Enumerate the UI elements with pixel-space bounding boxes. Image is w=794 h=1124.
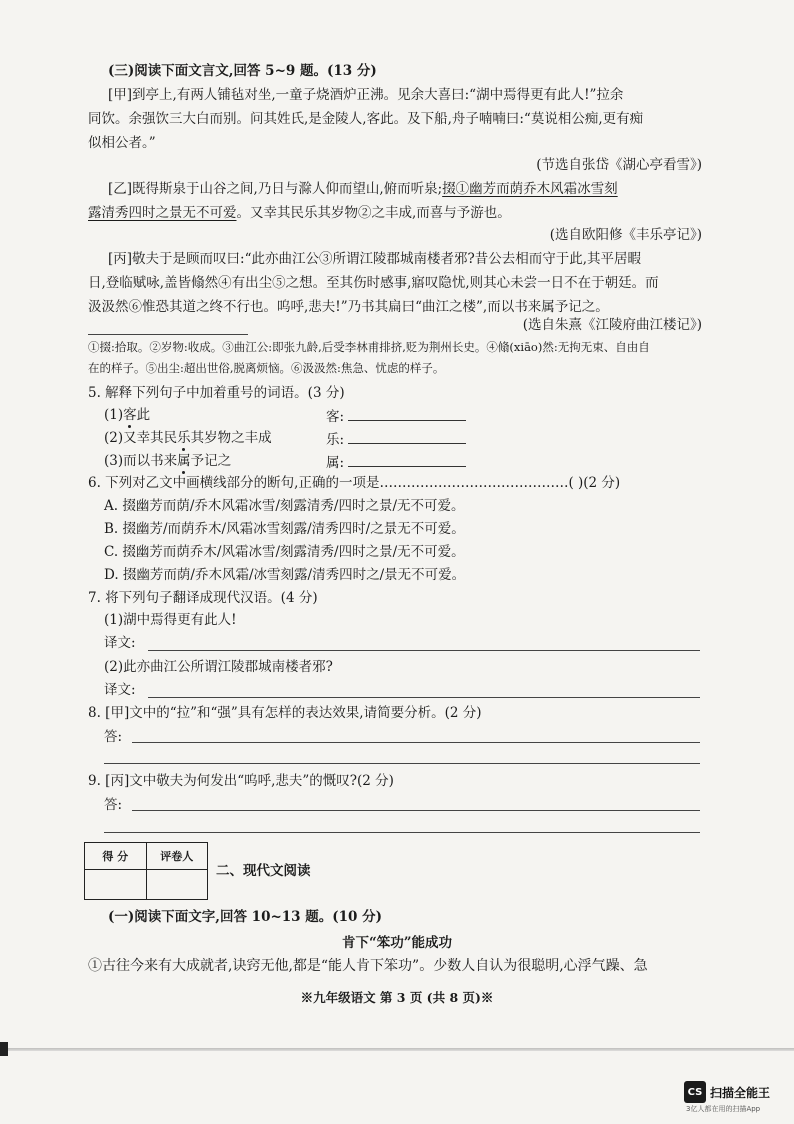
score-box — [84, 842, 208, 900]
q5-answer2[interactable] — [326, 429, 466, 449]
q5-item2-pre: (2)又幸其民 — [104, 430, 178, 446]
passage-bing-line2: 日,登临赋咏,盖皆翛然④有出尘⑤之想。至其伤时感事,寤叹隐忧,则其心未尝一日不在于朝廷。而 — [88, 275, 659, 291]
watermark-tagline: 3亿人都在用的扫描App — [686, 1105, 761, 1113]
passage-yi-line1-text: [乙]既得斯泉于山谷之间,乃日与滁人仰而望山,俯而听泉; — [108, 181, 443, 197]
q6-option-d[interactable]: D. 掇幽芳而荫/乔木风霜/冰雪刻露/清秀四时之/景无不可爱。 — [104, 567, 466, 583]
q5-answer3[interactable] — [326, 452, 466, 472]
q5-item2-dotted-word: 乐 — [177, 430, 191, 446]
q9-answer-label: 答: — [104, 797, 123, 813]
q5-item3-dotted-word: 属 — [177, 453, 191, 469]
q5-item2-post: 其岁物之丰成 — [190, 430, 272, 446]
passage-yi-line1 — [108, 180, 618, 198]
q5-answer3-blank[interactable] — [348, 452, 466, 467]
scanner-watermark — [684, 1081, 770, 1103]
q5-stem: 5. 解释下列句子中加着重号的词语。(3 分) — [88, 385, 345, 401]
q7-sentence2: (2)此亦曲江公所谓江陵郡城南楼者邪? — [104, 659, 333, 675]
q6-stem: 6. 下列对乙文中画横线部分的断句,正确的一项是……………………………………( )(2 分) — [88, 475, 621, 491]
q8-answer-line2[interactable] — [104, 763, 700, 764]
q5-item1-pre: (1) — [104, 407, 124, 423]
q6-option-c[interactable]: C. 掇幽芳而荫乔木/风霜冰雪/刻露清秀/四时之景/无不可爱。 — [104, 544, 465, 560]
q5-answer1-label: 客: — [326, 409, 345, 425]
q5-item3-pre: (3)而以书来 — [104, 453, 178, 469]
q7-answer2-label: 译文: — [104, 682, 136, 698]
underlined-sentence-part2: 露清秀四时之景无不可爱 — [88, 205, 237, 221]
footnote-line2: 在的样子。⑤出尘:超出世俗,脱离烦恼。⑥汲汲然:焦急、忧虑的样子。 — [88, 361, 445, 375]
q5-answer2-label: 乐: — [326, 432, 345, 448]
score-cell[interactable] — [85, 870, 147, 900]
q5-answer1[interactable] — [326, 406, 466, 426]
footnote-divider — [88, 334, 248, 335]
q5-item1 — [104, 406, 150, 424]
q8-answer-line1[interactable] — [132, 742, 700, 743]
grader-cell[interactable] — [146, 870, 208, 900]
part2-subheading: (一)阅读下面文字,回答 10~13 题。(10 分) — [108, 909, 383, 925]
q5-answer3-label: 属: — [326, 455, 345, 471]
passage-yi-line2 — [88, 204, 511, 222]
q7-sentence1: (1)湖中焉得更有此人! — [104, 612, 237, 628]
passage-yi-source: (选自欧阳修《丰乐亭记》) — [549, 227, 702, 243]
passage-jia-source: (节选自张岱《湖心亭看雪》) — [536, 157, 702, 173]
q5-item1-post: 此 — [136, 407, 151, 423]
grader-label: 评卷人 — [146, 843, 208, 870]
score-label: 得 分 — [85, 843, 147, 870]
watermark-app-name: 扫描全能王 — [710, 1085, 771, 1100]
passage-yi-line2-text: 。又幸其民乐其岁物②之丰成,而喜与予游也。 — [236, 205, 511, 221]
scan-mark — [0, 1042, 8, 1056]
passage-jia-line1: [甲]到亭上,有两人铺毡对坐,一童子烧酒炉正沸。见余大喜曰:“湖中焉得更有此人!”拉余 — [108, 87, 624, 103]
camscanner-logo-icon: CS — [684, 1081, 706, 1103]
passage-jia-line3: 似相公者。” — [88, 135, 156, 151]
q5-item3 — [104, 452, 231, 470]
q6-option-a[interactable]: A. 掇幽芳而荫/乔木风霜冰雪/刻露清秀/四时之景/无不可爱。 — [104, 498, 465, 514]
q7-stem: 7. 将下列句子翻译成现代汉语。(4 分) — [88, 590, 318, 606]
underlined-sentence-part1: 掇①幽芳而荫乔木风霜冰雪刻 — [442, 181, 618, 197]
q7-answer1-line[interactable] — [148, 650, 700, 651]
passage-bing-line1: [丙]敬夫于是顾而叹曰:“此亦曲江公③所谓江陵郡城南楼者邪?昔公去相而守于此,其平居暇 — [108, 251, 642, 267]
article-title: 肯下“笨功”能成功 — [341, 935, 453, 951]
q5-answer1-blank[interactable] — [348, 406, 466, 421]
q9-stem: 9. [丙]文中敬夫为何发出“呜呼,悲夫”的慨叹?(2 分) — [88, 773, 394, 789]
q8-stem: 8. [甲]文中的“拉”和“强”具有怎样的表达效果,请简要分析。(2 分) — [88, 705, 482, 721]
q5-answer2-blank[interactable] — [348, 429, 466, 444]
q6-option-b[interactable]: B. 掇幽芳/而荫乔木/风霜冰雪刻露/清秀四时/之景无不可爱。 — [104, 521, 465, 537]
footnote-line1: ①掇:拾取。②岁物:收成。③曲江公:即张九龄,后受李林甫排挤,贬为荆州长史。④翛(xiāo)然:无拘无束、自由自 — [88, 340, 650, 354]
article-paragraph1: ①古往今来有大成就者,诀窍无他,都是“能人肯下笨功”。少数人自认为很聪明,心浮气躁、急 — [88, 958, 648, 974]
q5-item3-post: 予记之 — [190, 453, 232, 469]
passage-bing-line3: 汲汲然⑥惟恐其道之终不行也。呜呼,悲夫!”乃书其扁曰“曲江之楼”,而以书来属予记之。 — [88, 299, 609, 315]
q8-answer-label: 答: — [104, 729, 123, 745]
q5-item2 — [104, 429, 272, 447]
passage-bing-source: (选自朱熹《江陵府曲江楼记》) — [522, 317, 702, 333]
q9-answer-line1[interactable] — [132, 810, 700, 811]
part2-heading: 二、现代文阅读 — [216, 863, 311, 879]
q7-answer2-line[interactable] — [148, 697, 700, 698]
scan-edge — [0, 1048, 794, 1051]
q5-item1-dotted-word: 客 — [123, 407, 137, 423]
passage-jia-line2: 同饮。余强饮三大白而别。问其姓氏,是金陵人,客此。及下船,舟子喃喃曰:“莫说相公痴,更有痴 — [88, 111, 644, 127]
page-footer: ※九年级语文 第 3 页 (共 8 页)※ — [300, 990, 494, 1005]
section3-heading: (三)阅读下面文言文,回答 5~9 题。(13 分) — [108, 63, 377, 79]
q7-answer1-label: 译文: — [104, 635, 136, 651]
q9-answer-line2[interactable] — [104, 832, 700, 833]
